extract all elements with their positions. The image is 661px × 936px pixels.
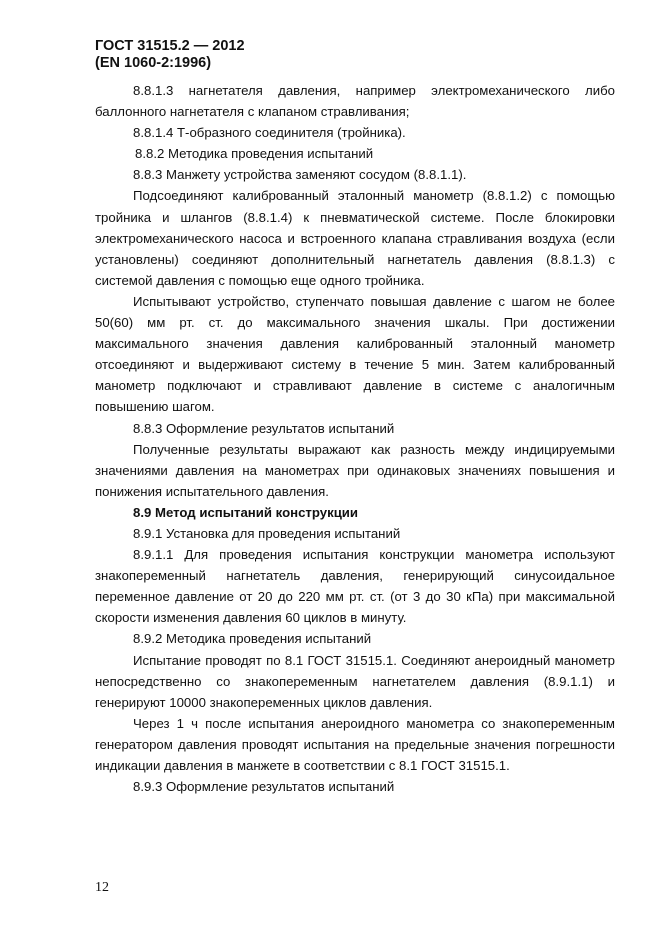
heading-8-8-3-results: 8.8.3 Оформление результатов испытаний <box>133 420 395 436</box>
paragraph-testing: Испытывают устройство, ступенчато повышая давление с шагом не более 50(60) мм рт. ст. до максимального значения шкалы. При достижении максимального значения давления калиброванный эталонный манометр отсоединяют и выдерживают систему в течение 5 мин. Затем калиброванный манометр подключают и стравливают давление в системе с аналогичным повышению шагом. <box>95 293 615 415</box>
paragraph-test-procedure: Испытание проводят по 8.1 ГОСТ 31515.1. Соединяют анероидный манометр непосредственно со знакопеременным нагнетателем давления (8.9.1.1) и генерируют 10000 знакопеременных циклов давления. <box>95 652 615 710</box>
heading-8-8-2: 8.8.2 Методика проведения испытаний <box>135 146 374 162</box>
paragraph-8-8-1-4: 8.8.1.4 Т-образного соединителя (тройника). <box>133 125 406 141</box>
standard-number: ГОСТ 31515.2 — 2012 <box>95 38 245 54</box>
paragraph-8-8-3: 8.8.3 Манжету устройства заменяют сосудом (8.8.1.1). <box>133 167 467 183</box>
paragraph-connection: Подсоединяют калиброванный эталонный манометр (8.8.1.2) с помощью тройника и шлангов (8.8.1.4) к пневматической системе. После блокировки электромеханического насоса и встроенного клапана стравливания воздуха (если установлены) соединяют дополнительный нагнетатель давления (8.8.1.3) с системой давления с помощью еще одного тройника. <box>95 188 615 288</box>
heading-8-9-1: 8.9.1 Установка для проведения испытаний <box>133 525 401 541</box>
heading-8-9-3: 8.9.3 Оформление результатов испытаний <box>133 779 395 795</box>
heading-8-9: 8.9 Метод испытаний конструкции <box>133 504 359 520</box>
document-body <box>95 80 615 797</box>
document-header <box>95 38 245 72</box>
paragraph-results: Полученные результаты выражают как разность между индицируемыми значениями давления на манометрах при одинаковых значениях повышения и понижения испытательного давления. <box>95 441 615 499</box>
paragraph-8-8-1-3: 8.8.1.3 нагнетателя давления, например электромеханического либо баллонного нагнетателя с клапаном стравливания; <box>95 83 615 120</box>
paragraph-8-9-1-1: 8.9.1.1 Для проведения испытания конструкции манометра используют знакопеременный нагнетатель давления, генерирующий синусоидальное переменное давление от 20 до 220 мм рт. ст. (от 3 до 30 кПа) при максимальной скорости изменения давления 60 циклов в минуту. <box>95 547 615 626</box>
heading-8-9-2: 8.9.2 Методика проведения испытаний <box>133 631 372 647</box>
standard-equivalent: (EN 1060-2:1996) <box>95 55 212 71</box>
paragraph-after-test: Через 1 ч после испытания анероидного манометра со знакопеременным генератором давления проводят испытания на предельные значения погрешности индикации давления в манжете в соответствии с 8.1 ГОСТ 31515.1. <box>95 715 615 773</box>
page-number: 12 <box>95 880 109 895</box>
